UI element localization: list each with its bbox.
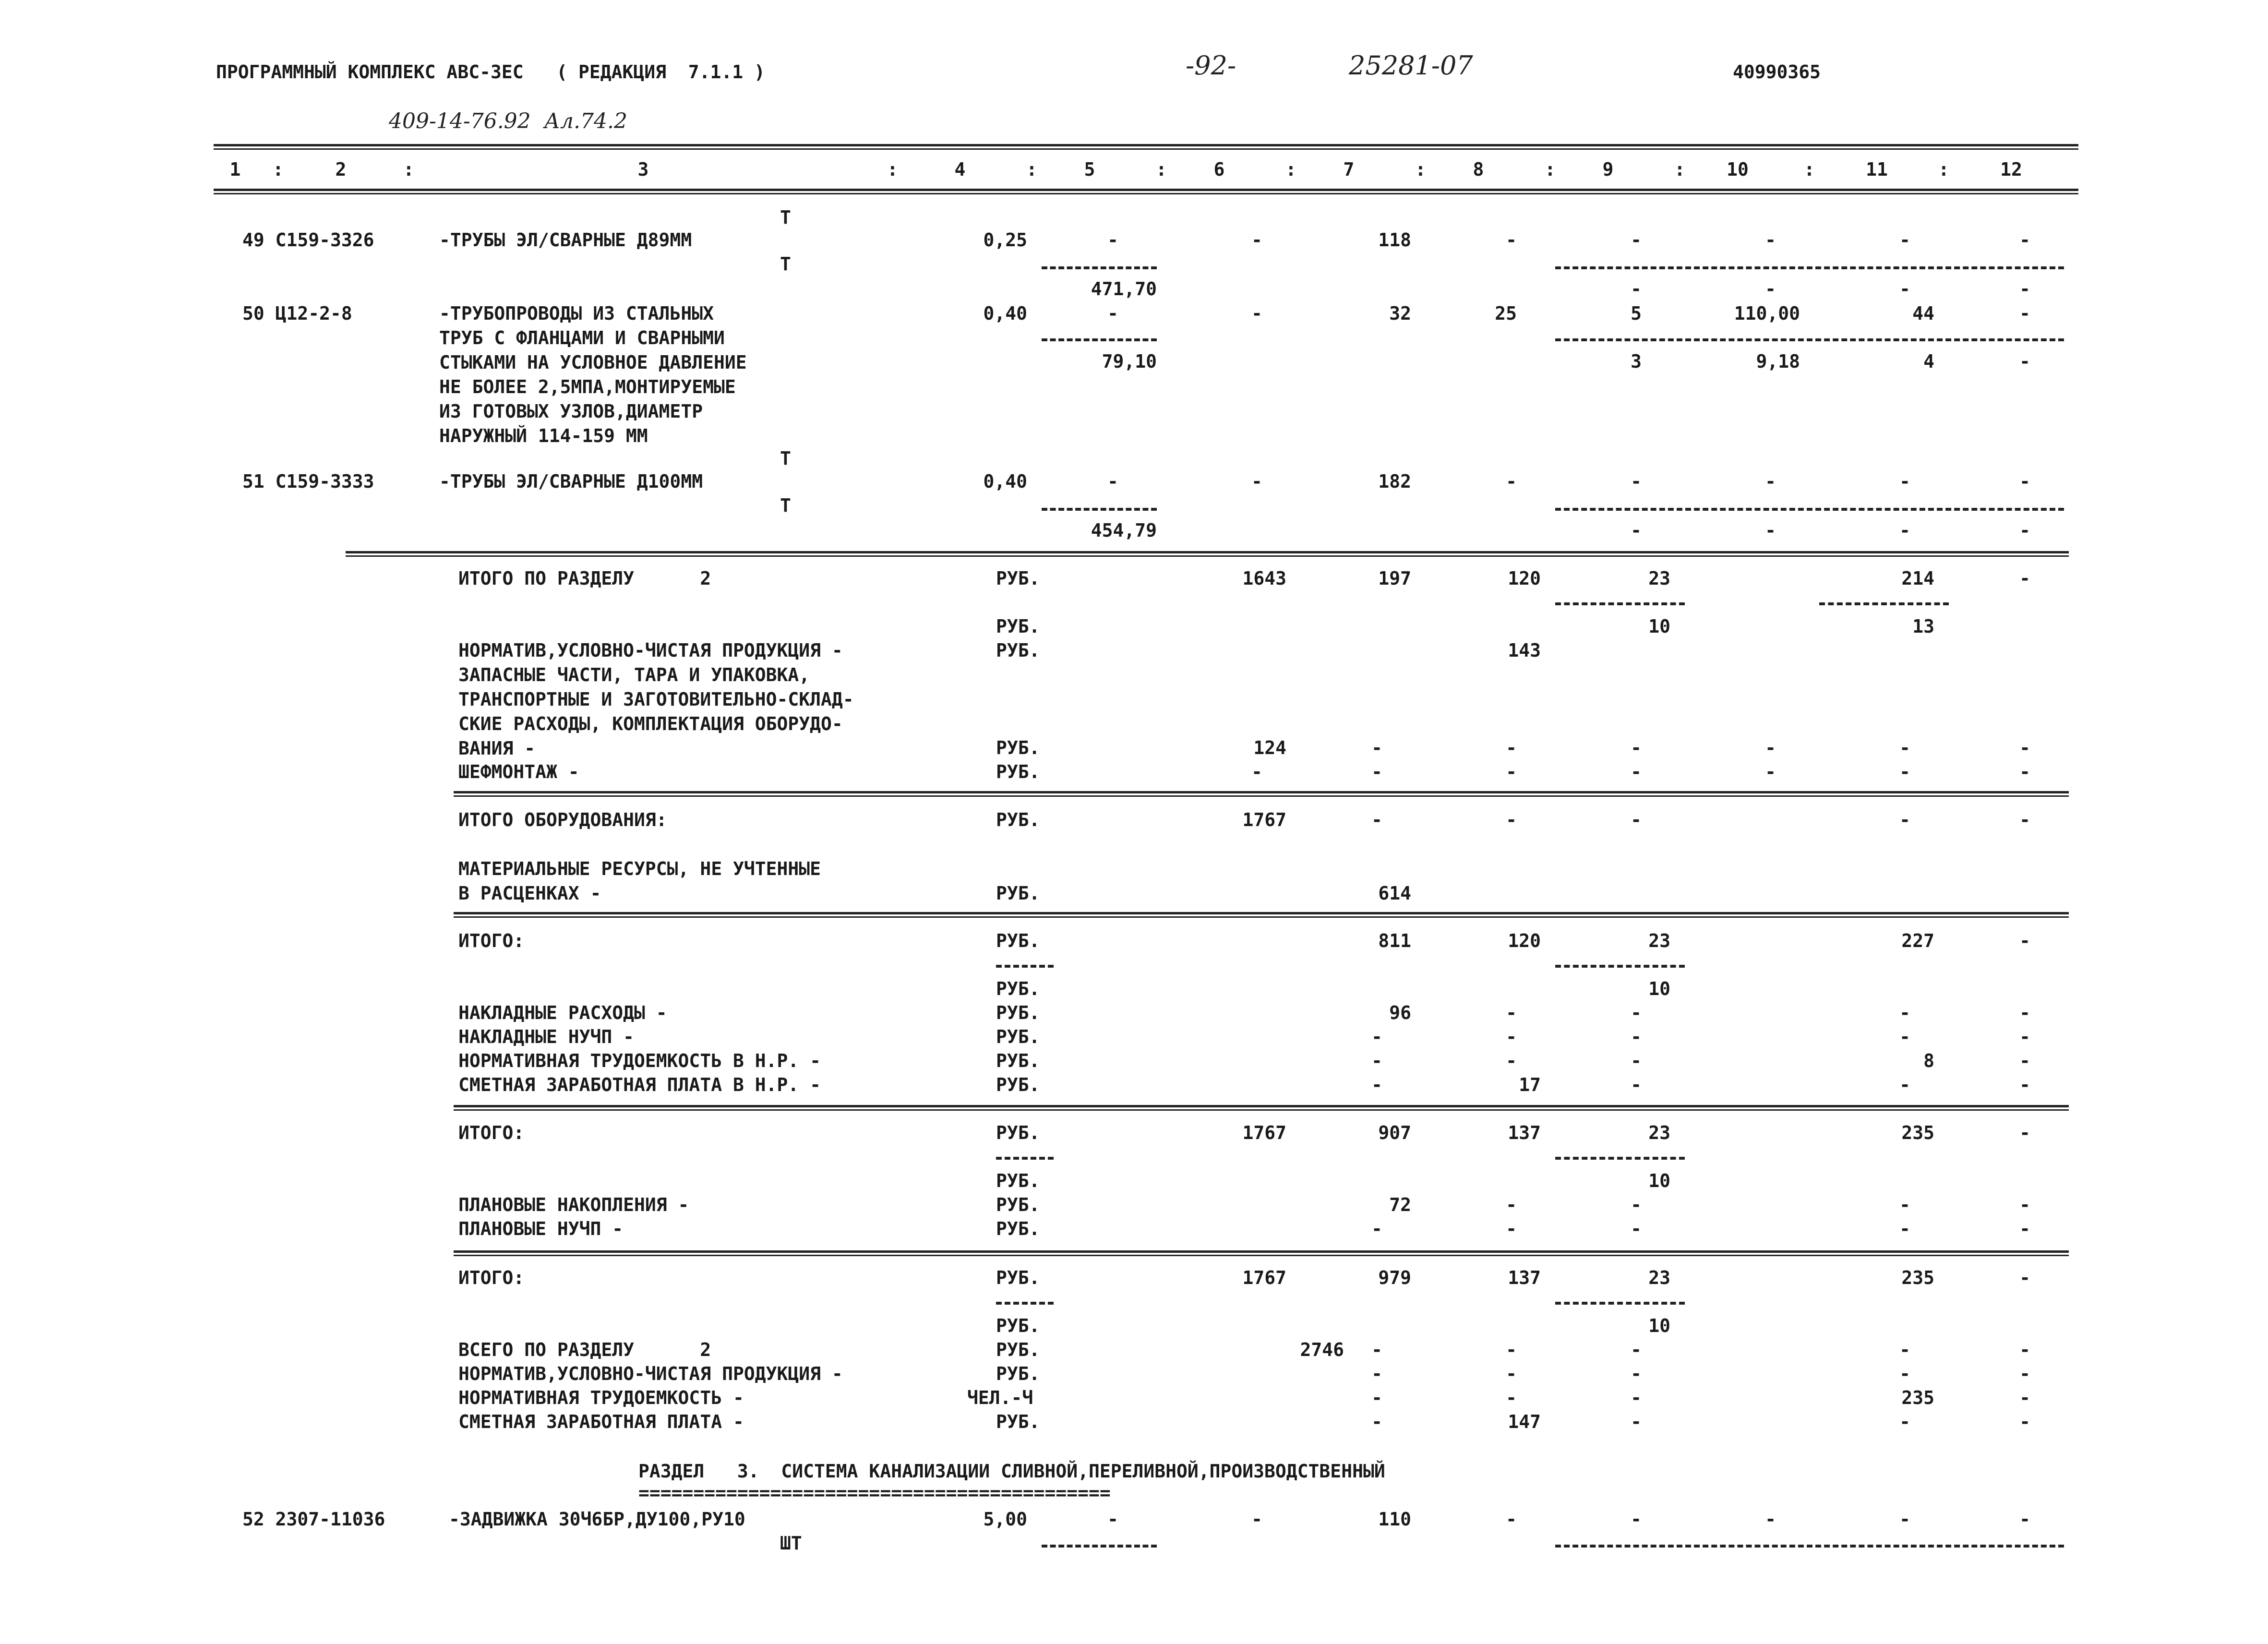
cell: - [1506,229,1517,251]
cell: - [2019,1194,2030,1215]
cell: - [1631,737,1642,758]
program-title: ПРОГРАММНЫЙ КОМПЛЕКС АВС-3ЕС ( РЕДАКЦИЯ 7.1.1 ) [216,61,765,83]
page-number: -92- [1186,50,1236,81]
cell: - [1371,1339,1382,1360]
col-separator: : [1285,159,1296,180]
cell: 235 [1901,1387,1934,1408]
unit: РУБ. [996,1218,1040,1239]
row-number-code: 49 С159-3326 [242,229,374,251]
unit: РУБ. [996,737,1040,758]
total-label: ИТОГО: [458,1267,525,1288]
underline [1555,1545,2064,1548]
cell: 5,00 [983,1509,1027,1530]
cell: - [1899,520,1910,541]
cell: 1767 [1242,809,1286,830]
cell: - [1899,1339,1910,1360]
cell: - [2019,761,2030,782]
cell: - [1107,1509,1118,1530]
unit-mark: Т [780,253,791,275]
cell: - [1506,1002,1517,1023]
underline [1555,266,2064,269]
unit: РУБ. [996,1194,1040,1215]
cell: - [1899,761,1910,782]
cell: 13 [1912,616,1934,637]
total-label: НОРМАТИВ,УСЛОВНО-ЧИСТАЯ ПРОДУКЦИЯ - [458,1363,843,1384]
cell: 235 [1901,1267,1934,1288]
cell: - [1506,471,1517,492]
cell: 235 [1901,1122,1934,1143]
col-header: 9 [1602,159,1614,180]
cell: 23 [1648,568,1670,589]
col-separator: : [1415,159,1426,180]
cell: 137 [1508,1122,1541,1143]
cell: 1643 [1242,568,1286,589]
cell: 182 [1378,471,1411,492]
col-separator: : [1156,159,1167,180]
cell: 118 [1378,229,1411,251]
cell: 44 [1912,303,1934,324]
reference-note: 409-14-76.92 Ал.74.2 [389,109,627,133]
cell: 0,40 [983,303,1027,324]
cell: - [1506,761,1517,782]
cell: - [2019,568,2030,589]
section-title: РАЗДЕЛ 3. СИСТЕМА КАНАЛИЗАЦИИ СЛИВНОЙ,ПЕРЕЛИВНОЙ,ПРОИЗВОДСТВЕННЫЙ [638,1461,1385,1482]
unit-mark: Т [780,448,791,469]
cell: - [2019,1218,2030,1239]
unit: РУБ. [996,1339,1040,1360]
cell: - [2019,1411,2030,1432]
cell: 197 [1378,568,1411,589]
unit: РУБ. [996,1074,1040,1095]
row-number-code: 52 2307-11036 [242,1509,385,1530]
row-name: -ТРУБЫ ЭЛ/СВАРНЫЕ Д89ММ [439,229,692,251]
cell: - [1765,761,1776,782]
unit: РУБ. [996,1315,1040,1336]
cell: - [2019,471,2030,492]
cell: - [2019,1363,2030,1384]
cell: - [1899,737,1910,758]
cell: 979 [1378,1267,1411,1288]
section-rule [454,1250,2069,1256]
cell: - [1765,278,1776,300]
col-header: 2 [335,159,347,180]
cell: 32 [1389,303,1411,324]
cell: 5 [1631,303,1642,324]
cell: - [2019,1387,2030,1408]
col-separator: : [1804,159,1815,180]
unit: РУБ. [996,1002,1040,1023]
underline [1042,338,1157,341]
cell: - [1251,761,1262,782]
cell: - [1899,471,1910,492]
col-separator: : [1545,159,1556,180]
document-code: 25281-07 [1349,50,1473,81]
total-label: МАТЕРИАЛЬНЫЕ РЕСУРСЫ, НЕ УЧТЕННЫЕ В РАСЦЕНКАХ - [458,858,821,904]
cell: - [1899,229,1910,251]
cell: 124 [1253,737,1286,758]
unit: РУБ. [996,1122,1040,1143]
unit: РУБ. [996,1267,1040,1288]
cell: - [2019,229,2030,251]
cell: - [1251,229,1262,251]
cell: - [1899,1363,1910,1384]
cell: 2746 [1300,1339,1344,1360]
total-label: НАКЛАДНЫЕ РАСХОДЫ - [458,1002,667,1023]
cell: - [1371,1050,1382,1071]
cell: 10 [1648,1315,1670,1336]
col-separator: : [1938,159,1949,180]
underline [1555,1302,1685,1305]
cell: - [2019,1026,2030,1047]
cell: 137 [1508,1267,1541,1288]
cell: 907 [1378,1122,1411,1143]
cell: - [1506,1194,1517,1215]
cell: - [1631,229,1642,251]
cell: - [1631,1387,1642,1408]
cell: - [2019,930,2030,951]
total-label: ШЕФМОНТАЖ - [458,761,579,782]
cell: 23 [1648,1267,1670,1288]
col-header: 7 [1343,159,1355,180]
cell: 614 [1378,883,1411,904]
total-label: ПЛАНОВЫЕ НУЧП - [458,1218,624,1239]
total-label: НОРМАТИВНАЯ ТРУДОЕМКОСТЬ - [458,1387,744,1408]
cell: 227 [1901,930,1934,951]
col-header: 3 [637,159,649,180]
col-separator: : [403,159,414,180]
cell: - [1631,1363,1642,1384]
cell: - [1631,761,1642,782]
cell: - [1631,1509,1642,1530]
cell: 3 [1631,351,1642,372]
unit: РУБ. [996,1050,1040,1071]
cell: 9,18 [1756,351,1800,372]
cell: - [2019,809,2030,830]
cell: 110 [1378,1509,1411,1530]
cell: - [1631,471,1642,492]
cell: - [1371,1218,1382,1239]
cell: - [2019,1509,2030,1530]
cell: - [1765,737,1776,758]
cell: - [1506,737,1517,758]
cell: 96 [1389,1002,1411,1023]
section-rule [346,551,2069,557]
cell: - [2019,1002,2030,1023]
cell: - [1899,1026,1910,1047]
cell: - [1899,809,1910,830]
underline [996,965,1054,968]
total-label: ПЛАНОВЫЕ НАКОПЛЕНИЯ - [458,1194,689,1215]
col-separator: : [1674,159,1685,180]
underline [1555,338,2064,341]
unit: РУБ. [996,616,1040,637]
cell: 10 [1648,1170,1670,1191]
section-rule [454,1105,2069,1111]
unit: РУБ. [996,640,1040,661]
unit-mark: Т [780,207,791,228]
cell: 454,79 [1091,520,1157,541]
col-header: 8 [1473,159,1484,180]
row-number-code: 51 С159-3333 [242,471,374,492]
total-label: ИТОГО ПО РАЗДЕЛУ 2 [458,568,711,589]
underline [996,1302,1054,1305]
cell: - [1506,1218,1517,1239]
cell: 8 [1923,1050,1934,1071]
unit: РУБ. [996,1170,1040,1191]
cell: - [1506,1026,1517,1047]
total-label: НОРМАТИВ,УСЛОВНО-ЧИСТАЯ ПРОДУКЦИЯ - ЗАПАСНЫЕ ЧАСТИ, ТАРА И УПАКОВКА, ТРАНСПОРТНЫЕ И ЗАГОТОВИТЕЛЬНО-СКЛАД- СКИЕ РАСХОДЫ, КОМПЛЕКТАЦИЯ ОБОРУДО- ВАНИЯ - [458,640,854,759]
cell: - [1899,1411,1910,1432]
cell: - [2019,303,2030,324]
cell: - [1251,471,1262,492]
unit: РУБ. [996,809,1040,830]
cell: 10 [1648,616,1670,637]
cell: - [1631,520,1642,541]
cell: - [1371,809,1382,830]
cell: - [2019,1267,2030,1288]
unit: РУБ. [996,1363,1040,1384]
col-header: 11 [1866,159,1888,180]
cell: - [1506,1363,1517,1384]
col-header: 1 [229,159,241,180]
cell: - [1899,1509,1910,1530]
cell: - [2019,737,2030,758]
total-label: ИТОГО: [458,1122,525,1143]
cell: - [1506,1387,1517,1408]
col-separator: : [273,159,284,180]
col-header: 4 [954,159,966,180]
underline [1819,602,1949,605]
cell: - [1899,1218,1910,1239]
cell: - [1371,737,1382,758]
cell: 1767 [1242,1122,1286,1143]
cell: - [1107,471,1118,492]
total-label: НАКЛАДНЫЕ НУЧП - [458,1026,635,1047]
total-label: ИТОГО ОБОРУДОВАНИЯ: [458,809,667,830]
cell: 120 [1508,930,1541,951]
cell: - [1251,1509,1262,1530]
cell: - [1631,1050,1642,1071]
unit: ЧЕЛ.-Ч [967,1387,1033,1408]
underline [1555,602,1685,605]
cell: - [1631,1026,1642,1047]
cell: - [1371,1074,1382,1095]
header-rule-bottom [214,189,2078,194]
cell: - [1631,1194,1642,1215]
cell: - [1371,1026,1382,1047]
cell: - [2019,1050,2030,1071]
cell: - [1107,303,1118,324]
row-number-code: 50 Ц12-2-8 [242,303,352,324]
col-separator: : [887,159,898,180]
cell: 25 [1495,303,1517,324]
cell: - [1631,1411,1642,1432]
cell: 147 [1508,1411,1541,1432]
col-header: 10 [1727,159,1749,180]
cell: 1767 [1242,1267,1286,1288]
cell: - [1251,303,1262,324]
col-separator: : [1026,159,1037,180]
unit: РУБ. [996,883,1040,904]
cell: - [1765,229,1776,251]
col-header: 6 [1213,159,1225,180]
cell: - [1765,520,1776,541]
section-rule [454,791,2069,797]
total-label: СМЕТНАЯ ЗАРАБОТНАЯ ПЛАТА - [458,1411,744,1432]
unit: РУБ. [996,568,1040,589]
cell: - [1899,1194,1910,1215]
underline [1555,965,1685,968]
cell: - [2019,1339,2030,1360]
cell: 23 [1648,930,1670,951]
cell: - [1631,809,1642,830]
cell: 143 [1508,640,1541,661]
cell: 110,00 [1734,303,1800,324]
cell: - [1371,1363,1382,1384]
col-header: 5 [1084,159,1095,180]
cell: - [1506,809,1517,830]
cell: - [1631,1074,1642,1095]
cell: - [2019,520,2030,541]
underline [1042,1545,1157,1548]
row-name: -ТРУБЫ ЭЛ/СВАРНЫЕ Д100ММ [439,471,703,492]
cell: 471,70 [1091,278,1157,300]
cell: - [1631,1002,1642,1023]
cell: 79,10 [1102,351,1157,372]
cell: 0,40 [983,471,1027,492]
cell: - [1765,1509,1776,1530]
unit-mark: Т [780,495,791,516]
cell: - [1506,1339,1517,1360]
cell: - [2019,1074,2030,1095]
total-label: ИТОГО: [458,930,525,951]
section-rule [454,912,2069,918]
cell: 811 [1378,930,1411,951]
section-title-underline: =========================================== [638,1482,1111,1503]
cell: - [1765,471,1776,492]
cell: - [1631,1218,1642,1239]
total-label: НОРМАТИВНАЯ ТРУДОЕМКОСТЬ В Н.Р. - [458,1050,821,1071]
cell: 72 [1389,1194,1411,1215]
unit-mark: ШТ [780,1533,802,1554]
cell: - [1371,761,1382,782]
cell: - [2019,351,2030,372]
cell: - [1899,1074,1910,1095]
cell: - [1506,1509,1517,1530]
cell: 10 [1648,978,1670,999]
cell: - [1371,1411,1382,1432]
unit: РУБ. [996,978,1040,999]
underline [1042,508,1157,511]
col-header: 12 [2000,159,2022,180]
cell: - [1371,1387,1382,1408]
underline [1555,1157,1685,1160]
cell: - [1631,1339,1642,1360]
cell: 120 [1508,568,1541,589]
cell: 23 [1648,1122,1670,1143]
unit: РУБ. [996,1411,1040,1432]
total-label: СМЕТНАЯ ЗАРАБОТНАЯ ПЛАТА В Н.Р. - [458,1074,821,1095]
cell: - [2019,1122,2030,1143]
document-number: 40990365 [1733,61,1821,83]
underline [1042,266,1157,269]
cell: - [1107,229,1118,251]
cell: - [1899,1002,1910,1023]
header-rule-top [214,144,2078,150]
row-name: -ТРУБОПРОВОДЫ ИЗ СТАЛЬНЫХ ТРУБ С ФЛАНЦАМИ И СВАРНЫМИ СТЫКАМИ НА УСЛОВНОЕ ДАВЛЕНИЕ НЕ БОЛЕЕ 2,5МПА,МОНТИРУЕМЫЕ ИЗ ГОТОВЫХ УЗЛОВ,ДИАМЕТР НАРУЖНЫЙ 114-159 ММ [439,303,747,446]
cell: 4 [1923,351,1934,372]
underline [1555,508,2064,511]
cell: - [1631,278,1642,300]
unit: РУБ. [996,761,1040,782]
cell: 214 [1901,568,1934,589]
cell: 0,25 [983,229,1027,251]
cell: - [2019,278,2030,300]
total-label: ВСЕГО ПО РАЗДЕЛУ 2 [458,1339,711,1360]
row-name: -ЗАДВИЖКА 30Ч6БР,ДУ100,РУ10 [449,1509,745,1530]
unit: РУБ. [996,1026,1040,1047]
unit: РУБ. [996,930,1040,951]
underline [996,1157,1054,1160]
cell: 17 [1519,1074,1541,1095]
cell: - [1506,1050,1517,1071]
cell: - [1899,278,1910,300]
